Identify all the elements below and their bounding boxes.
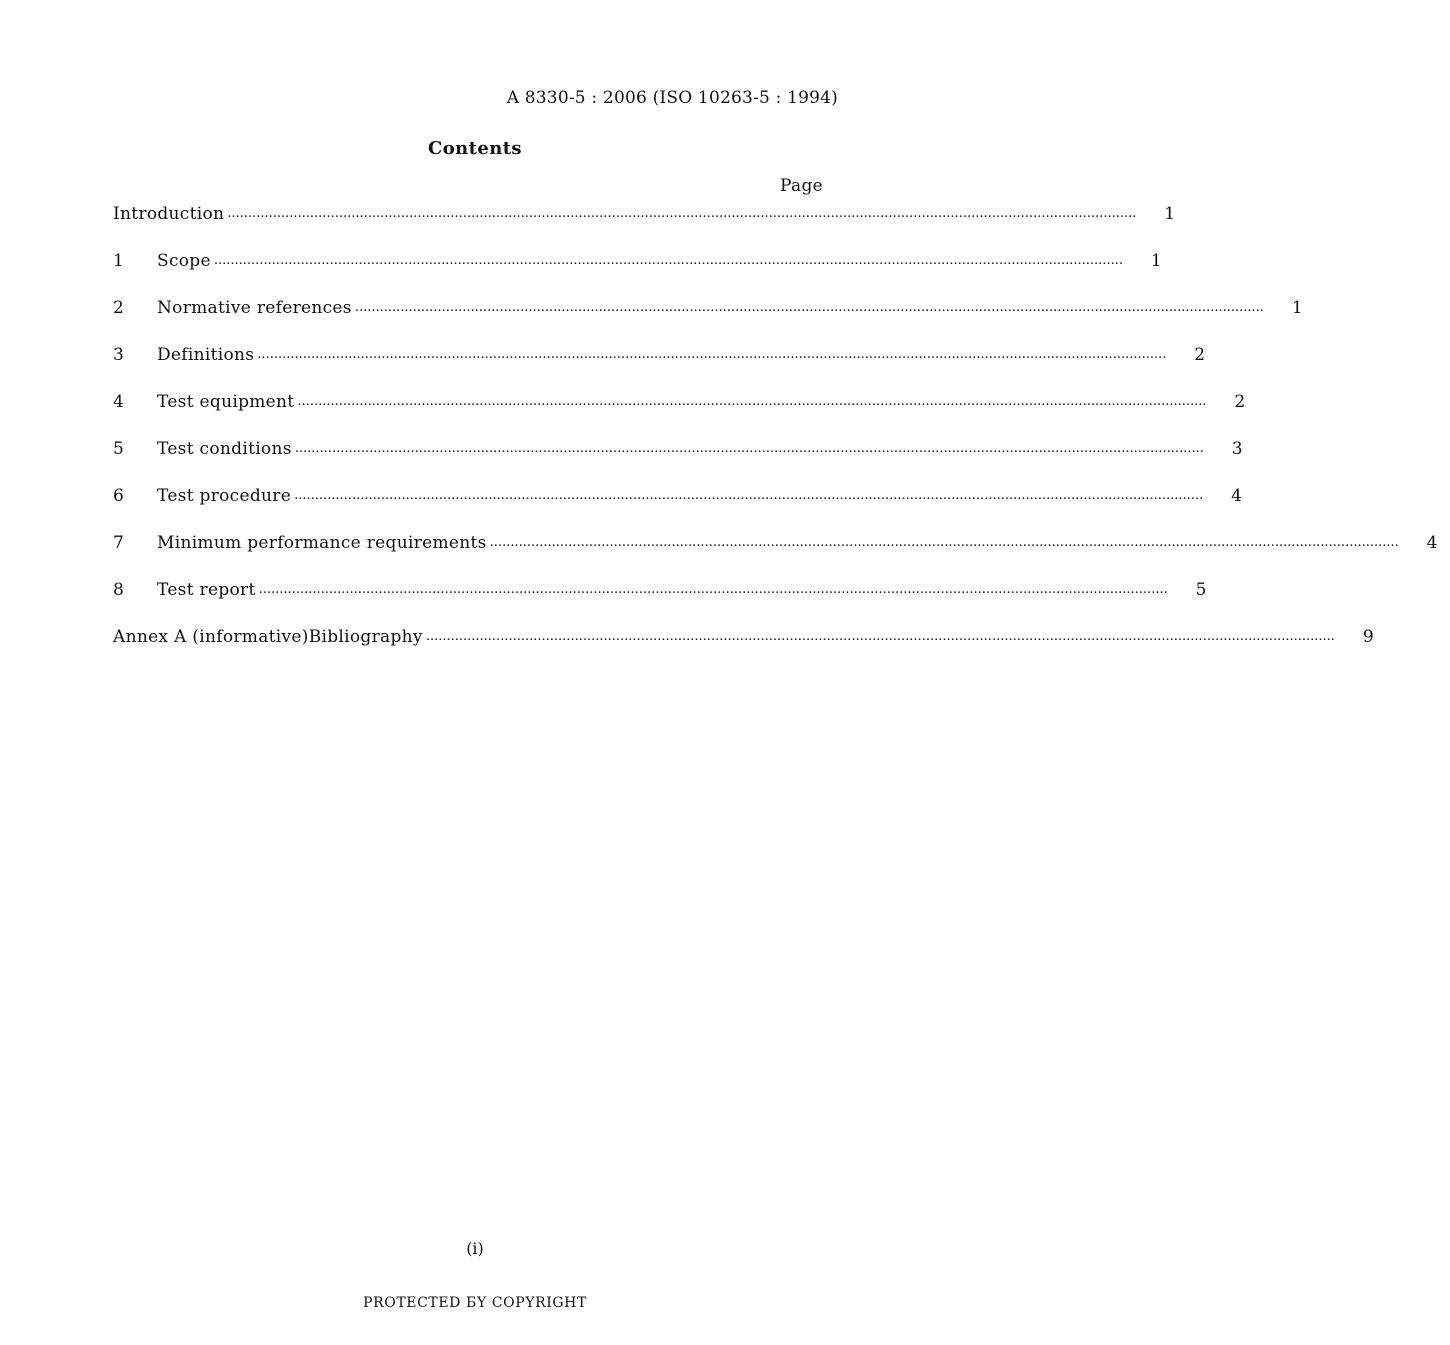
toc-entry-text[interactable]: Test conditions [157, 439, 292, 459]
toc-entry-number: 3 [113, 345, 125, 365]
annex-label[interactable]: Annex A (informative) [113, 627, 309, 647]
dot-leader: ............................................................................................................................................................................................................................ [213, 253, 1123, 268]
toc-entry-definitions[interactable] [113, 345, 1206, 392]
table-of-contents [113, 204, 1438, 674]
dot-leader: ............................................................................................................................................................................................................................ [257, 347, 1167, 362]
toc-entry-text[interactable]: Test equipment [157, 392, 295, 412]
page-number: (i) [466, 1239, 484, 1258]
toc-entry-minimum-performance-requirements[interactable] [113, 533, 1438, 580]
toc-entry-scope[interactable] [113, 251, 1162, 298]
toc-entry-page: 1 [1291, 298, 1303, 318]
dot-leader: ............................................................................................................................................................................................................................ [294, 488, 1204, 503]
toc-entry-number: 1 [113, 251, 125, 271]
dot-leader: ............................................................................................................................................................................................................................ [294, 441, 1204, 456]
toc-entry-text[interactable]: Minimum performance requirements [157, 533, 487, 553]
toc-entry-page: 4 [1426, 533, 1438, 553]
toc-entry-test-conditions[interactable] [113, 439, 1243, 486]
toc-entry-text[interactable]: Test report [157, 580, 256, 600]
toc-entry-page: 4 [1231, 486, 1243, 506]
toc-entry-number: 2 [113, 298, 125, 318]
toc-entry-annex-a[interactable] [113, 627, 1374, 674]
dot-leader: ............................................................................................................................................................................................................................ [227, 206, 1137, 221]
toc-entry-page: 2 [1234, 392, 1246, 412]
toc-entry-text[interactable]: Normative references [157, 298, 352, 318]
toc-entry-page: 9 [1362, 627, 1374, 647]
dot-leader: ............................................................................................................................................................................................................................ [354, 300, 1264, 315]
toc-entry-text[interactable]: Scope [157, 251, 211, 271]
page-column-header: Page [780, 176, 823, 196]
toc-entry-page: 5 [1195, 580, 1207, 600]
toc-entry-test-report[interactable] [113, 580, 1207, 627]
toc-entry-number: 5 [113, 439, 125, 459]
toc-entry-number: 4 [113, 392, 125, 412]
toc-entry-text[interactable]: Definitions [157, 345, 255, 365]
toc-entry-page: 1 [1150, 251, 1162, 271]
dot-leader: ............................................................................................................................................................................................................................ [258, 582, 1168, 597]
toc-entry-number: 8 [113, 580, 125, 600]
toc-entry-text[interactable]: Test procedure [157, 486, 292, 506]
toc-entry-text[interactable]: Introduction [113, 204, 225, 224]
toc-entry-test-procedure[interactable] [113, 486, 1243, 533]
toc-entry-number: 7 [113, 533, 125, 553]
document-identifier: A 8330-5 : 2006 (ISO 10263-5 : 1994) [506, 88, 838, 108]
toc-entry-page: 1 [1164, 204, 1176, 224]
toc-entry-text[interactable]: Bibliography [308, 627, 423, 647]
dot-leader: ............................................................................................................................................................................................................................ [489, 535, 1399, 550]
dot-leader: ............................................................................................................................................................................................................................ [425, 629, 1335, 644]
toc-entry-normative-references[interactable] [113, 298, 1303, 345]
toc-entry-number: 6 [113, 486, 125, 506]
toc-entry-test-equipment[interactable] [113, 392, 1246, 439]
toc-entry-page: 3 [1231, 439, 1243, 459]
toc-entry-page: 2 [1194, 345, 1206, 365]
dot-leader: ............................................................................................................................................................................................................................ [297, 394, 1207, 409]
copyright-notice: PROTECTED БY COPYRIGHT [363, 1295, 587, 1311]
page-title: Contents [428, 138, 522, 159]
toc-entry-introduction[interactable] [113, 204, 1176, 251]
